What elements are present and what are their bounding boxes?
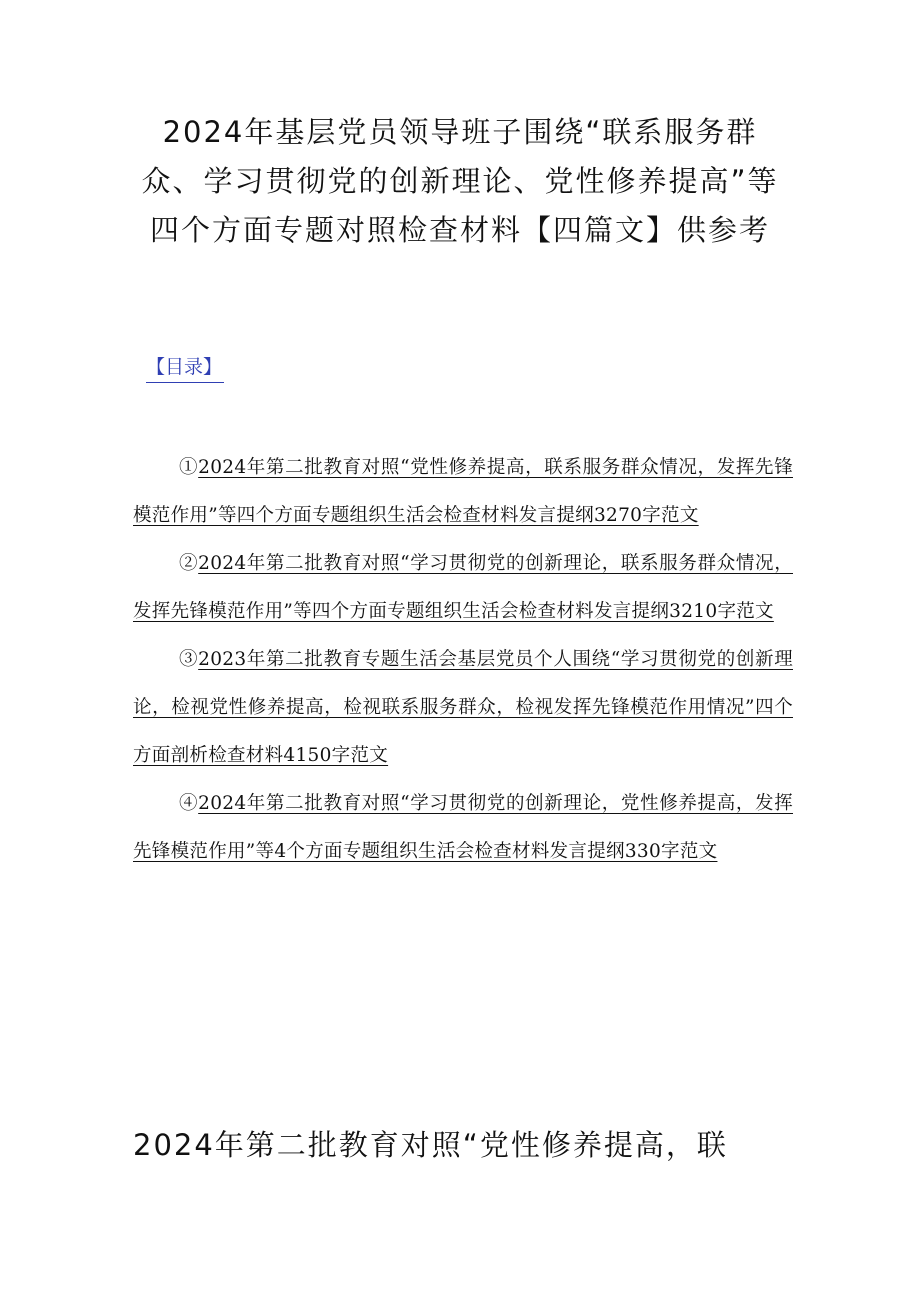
toc-item-3 xyxy=(133,636,793,780)
toc-list xyxy=(133,444,793,876)
toc-item-number: ③ xyxy=(179,649,199,670)
section-heading: 2024年第二批教育对照“党性修养提高，联 xyxy=(133,1128,728,1162)
toc-item-4 xyxy=(133,780,793,876)
toc-item-number: ① xyxy=(179,457,199,478)
toc-item-link-2[interactable]: 2024年第二批教育对照“学习贯彻党的创新理论，联系服务群众情况，发挥先锋模范作用”等四个方面专题组织生活会检查材料发言提纲3210字范文 xyxy=(133,553,793,622)
toc-heading-link[interactable]: 【目录】 xyxy=(146,352,224,383)
toc-item-2 xyxy=(133,540,793,636)
document-title: 2024年基层党员领导班子围绕“联系服务群众、学习贯彻党的创新理论、党性修养提高”等四个方面专题对照检查材料【四篇文】供参考 xyxy=(141,115,779,247)
toc-item-link-3[interactable]: 2023年第二批教育专题生活会基层党员个人围绕“学习贯彻党的创新理论，检视党性修养提高，检视联系服务群众，检视发挥先锋模范作用情况”四个方面剖析检查材料4150字范文 xyxy=(133,649,793,766)
toc-item-number: ④ xyxy=(179,793,199,814)
toc-item-number: ② xyxy=(179,553,199,574)
toc-item-link-1[interactable]: 2024年第二批教育对照“党性修养提高，联系服务群众情况，发挥先锋模范作用”等四个方面专题组织生活会检查材料发言提纲3270字范文 xyxy=(133,457,793,526)
toc-item-1 xyxy=(133,444,793,540)
toc-item-link-4[interactable]: 2024年第二批教育对照“学习贯彻党的创新理论，党性修养提高，发挥先锋模范作用”等4个方面专题组织生活会检查材料发言提纲330字范文 xyxy=(133,793,793,862)
